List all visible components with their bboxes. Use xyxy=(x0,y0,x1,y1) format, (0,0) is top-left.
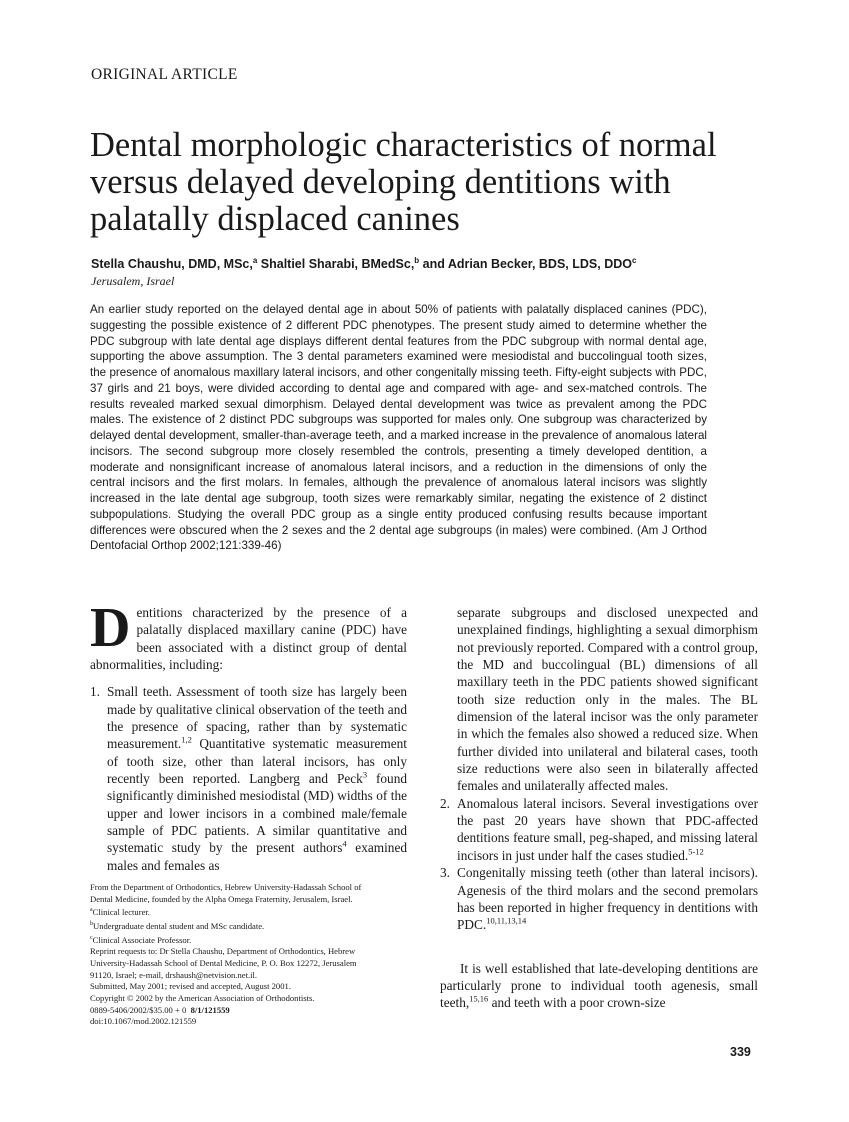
abstract: An earlier study reported on the delayed dental age in about 50% of patients with palatally displaced canines (PDC), suggesting the possible existence of 2 different PDC phenotypes. The present study aimed to determine whether the PDC subgroup with late dental age displays different dental features from the PDC subgroup with normal dental age, supporting the above assumption. The 3 dental parameters examined were mesiodistal and buccolingual tooth sizes, the presence of anomalous maxillary lateral incisors, and other congenitally missing teeth. Fifty-eight subjects with PDC, 37 girls and 21 boys, were divided according to dental age and compared with age- and sex-matched controls. The results revealed marked sexual dimorphism. Delayed dental development was twice as prevalent among the PDC males. The existence of 2 distinct PDC subgroups was supported for males only. One subgroup was characterized by delayed dental development, smaller-than-average teeth, and a marked increase in the prevalence of anomalous lateral incisors. The second subgroup more closely resembled the controls, presenting a timely developed dentition, a moderate and nonsignificant increase of anomalous lateral incisors, and a reduction in the dimensions of only the central incisors and the first molars. In females, although the prevalence of anomalous lateral incisors was slightly increased in the late dental age subgroup, tooth sizes were remarkably similar, negating the existence of 2 distinct subpopulations. Studying the overall PDC group as a single entity produced confusing results because important differences were obscured when the 2 sexes and the 2 dental age subgroups (in males) were combined. (Am J Orthod Dentofacial Orthop 2002;121:339-46) xyxy=(90,303,707,553)
list-item-anomalous-lateral-incisors xyxy=(440,795,758,864)
intro-paragraph xyxy=(90,597,407,673)
footnote-affiliation-2: Dental Medicine, founded by the Alpha Omega Fraternity, Jerusalem, Israel. xyxy=(90,893,353,904)
footnote-text: Undergraduate dental student and MSc candidate. xyxy=(93,920,265,931)
author-2: Shaltiel Sharabi, BMedSc, xyxy=(257,257,415,272)
issn-line xyxy=(90,1005,410,1017)
right-column xyxy=(440,604,758,1012)
reprint-line-2: University-Hadassah School of Dental Medicine, P. O. Box 12272, Jerusalem xyxy=(90,957,357,968)
list-number: 3. xyxy=(440,865,450,881)
item1-text-part2: Quantitative systematic measurement of tooth size, other than lateral incisors, has only recently been reported. Langberg and Peck xyxy=(107,736,407,787)
para-text-part1: It is well established that late-developing dentitions are particularly prone to individual tooth agenesis, small teeth, xyxy=(440,960,758,1011)
footnote-affiliation-1: From the Department of Orthodontics, Hebrew University-Hadassah School of xyxy=(90,882,362,892)
footnote-mark: c xyxy=(90,934,93,941)
copyright-line: Copyright © 2002 by the American Association of Orthodontists. xyxy=(90,992,315,1003)
title-line-3: palatally displaced canines xyxy=(90,200,460,238)
author-list xyxy=(91,256,636,271)
author-1: Stella Chaushu, DMD, MSc, xyxy=(91,257,253,272)
submission-dates: Submitted, May 2001; revised and accepted, August 2001. xyxy=(90,981,291,992)
reprint-line-3: 91120, Israel; e-mail, drshaush@netvision.net.il. xyxy=(90,969,258,980)
author-3-affiliation: c xyxy=(631,256,637,265)
list-item-small-teeth xyxy=(90,683,407,874)
list-item-text xyxy=(457,864,758,933)
author-2-affiliation: b xyxy=(414,256,420,265)
title-line-1: Dental morphologic characteristics of normal xyxy=(90,126,717,164)
author-location: Jerusalem, Israel xyxy=(91,274,175,288)
list-number: 1. xyxy=(90,684,100,700)
title-line-2: versus delayed developing dentitions with xyxy=(90,163,671,201)
author-3: and Adrian Becker, BDS, LDS, DDO xyxy=(419,257,632,272)
list-item-text xyxy=(457,795,758,864)
reprint-line-1: Reprint requests to: Dr Stella Chaushu, Department of Orthodontics, Hebrew xyxy=(90,946,356,957)
footnote-b xyxy=(90,919,410,933)
footnote-mark: b xyxy=(90,920,93,927)
body-paragraph xyxy=(440,960,758,1012)
page-number: 339 xyxy=(730,1045,751,1059)
item1-text-part4: examined males and females as xyxy=(107,840,407,873)
item3-text: Congenitally missing teeth (other than lateral incisors). Agenesis of the third molars and the second premolars has been reported in higher frequency in dentitions with PDC. xyxy=(457,865,758,933)
article-title xyxy=(90,127,770,238)
drop-cap: D xyxy=(90,597,131,659)
footnote-text: Clinical lecturer. xyxy=(92,907,150,918)
citation-ref: 3 xyxy=(362,769,368,780)
footnote-text: Clinical Associate Professor. xyxy=(92,934,192,945)
issn-bold-code: 8/1/121559 xyxy=(190,1004,230,1015)
author-1-affiliation: a xyxy=(252,256,258,265)
para-text-part2: and teeth with a poor crown-size xyxy=(488,995,666,1011)
citation-ref: 1,2 xyxy=(181,734,192,745)
item2-text: Anomalous lateral incisors. Several investigations over the past 20 years have shown that PDC-affected dentitions feature small, peg-shaped, and missing lateral incisors in just under half the cases studied. xyxy=(457,795,758,863)
item1-text-part1: Small teeth. Assessment of tooth size has largely been made by qualitative clinical observation of the teeth and the presence of spacing, rather than by systematic measurement. xyxy=(107,684,407,752)
list-item-missing-teeth xyxy=(440,864,758,933)
list-number: 2. xyxy=(440,795,450,811)
citation-ref: 10,11,13,14 xyxy=(486,915,527,926)
footnote-c xyxy=(90,933,410,947)
list-item-text xyxy=(107,683,407,874)
citation-ref: 15,16 xyxy=(469,993,489,1004)
section-label: ORIGINAL ARTICLE xyxy=(91,66,238,83)
footnote-mark: a xyxy=(90,907,93,914)
citation-ref: 5-12 xyxy=(688,846,704,857)
continued-paragraph: separate subgroups and disclosed unexpected and unexplained findings, highlighting a sexual dimorphism not previously reported. Compared with a control group, the MD and buccolingual (BL) dimensions of all maxillary teeth in the PDC patients showed significant tooth size reduction only in the males. The BL dimension of the lateral incisor was the only parameter in which the females also showed a reduced size. When further divided into unilateral and bilateral cases, tooth size reductions were also seen in bilaterally affected females and unilaterally affected males. xyxy=(457,605,758,794)
left-column xyxy=(90,597,407,874)
intro-text: entitions characterized by the presence of a palatally displaced maxillary canine (PDC) have been associated with a distinct group of dental abnormalities, including: xyxy=(90,605,407,673)
doi-line: doi:10.1067/mod.2002.121559 xyxy=(90,1016,197,1027)
citation-ref: 4 xyxy=(342,839,347,850)
footnote-a xyxy=(90,905,410,919)
footnotes xyxy=(90,882,410,1028)
issn-text: 0889-5406/2002/$35.00 + 0 xyxy=(90,1004,187,1015)
item1-text-part3: found significantly diminished mesiodistal (MD) widths of the upper and lower incisors in a combined male/female sample of PDC patients. A similar quantitative and systematic study by the present authors xyxy=(107,771,407,856)
